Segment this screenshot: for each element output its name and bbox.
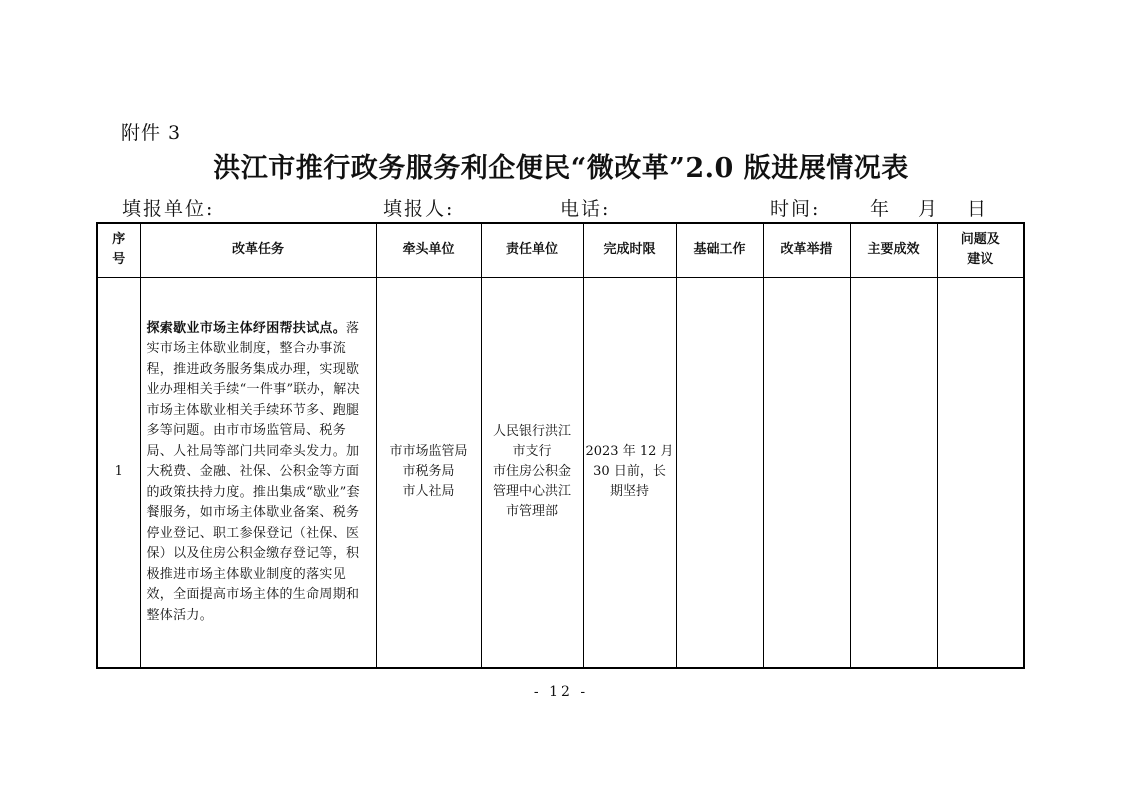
table-row <box>97 277 1024 668</box>
attachment-label: 附件 3 <box>121 122 182 144</box>
header-results: 主要成效 <box>850 223 937 277</box>
task-body: 落实市场主体歇业制度，整合办事流程，推进政务服务集成办理，实现歇业办理相关手续“一件事”联办，解决市场主体歇业相关手续环节多、跑腿多等问题。由市市场监管局、税务局、人社局等部门共同牵头发力。加大税费、金融、社保、公积金等方面的政策扶持力度。推出集成“歇业”套餐服务，如市场主体歇业备案、税务停业登记、职工参保登记（社保、医保）以及住房公积金缴存登记等，积极推进市场主体歇业制度的落实见效，全面提高市场主体的生命周期和整体活力。 <box>146 320 360 623</box>
header-lead-unit: 牵头单位 <box>376 223 481 277</box>
time-label: 时间: <box>770 198 821 220</box>
header-task: 改革任务 <box>140 223 376 277</box>
header-responsible-unit: 责任单位 <box>481 223 583 277</box>
progress-table <box>96 222 1025 669</box>
page-number: - 12 - <box>533 684 589 700</box>
phone-label: 电话: <box>560 198 611 220</box>
filler-label: 填报人: <box>383 198 455 220</box>
table-header-row <box>97 223 1024 277</box>
header-basic-work: 基础工作 <box>676 223 763 277</box>
header-deadline: 完成时限 <box>583 223 676 277</box>
fill-unit-label: 填报单位: <box>122 198 215 220</box>
day-label: 日 <box>967 198 987 220</box>
cell-issues[interactable] <box>937 277 1024 668</box>
header-seq: 序 号 <box>97 223 140 277</box>
document-title: 洪江市推行政务服务利企便民“微改革”2.0 版进展情况表 <box>213 153 909 184</box>
task-heading: 探索歇业市场主体纾困帮扶试点。 <box>146 320 347 336</box>
cell-results[interactable] <box>850 277 937 668</box>
cell-responsible-unit: 人民银行洪江 市支行 市住房公积金 管理中心洪江 市管理部 <box>481 277 583 668</box>
cell-measures[interactable] <box>763 277 850 668</box>
cell-basic-work[interactable] <box>676 277 763 668</box>
form-header <box>0 194 1122 222</box>
cell-deadline: 2023 年 12 月 30 日前，长 期坚持 <box>583 277 676 668</box>
header-issues: 问题及 建议 <box>937 223 1024 277</box>
year-label: 年 <box>870 198 890 220</box>
month-label: 月 <box>918 198 938 220</box>
header-measures: 改革举措 <box>763 223 850 277</box>
cell-lead-unit: 市市场监管局 市税务局 市人社局 <box>376 277 481 668</box>
cell-seq: 1 <box>97 277 140 668</box>
cell-task <box>140 277 376 668</box>
